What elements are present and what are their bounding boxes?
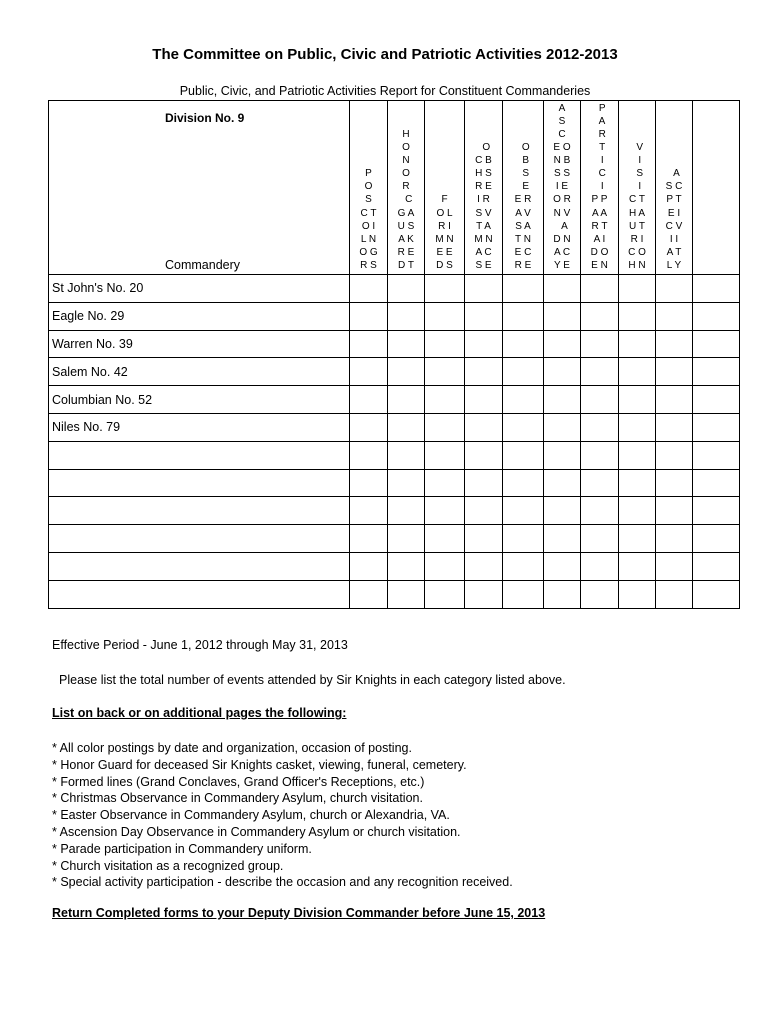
count-entry-cell[interactable] [465, 580, 503, 608]
table-row [49, 386, 740, 414]
count-entry-cell[interactable] [425, 302, 465, 330]
blank-header-cell [693, 101, 740, 275]
count-entry-cell[interactable] [693, 469, 740, 497]
table-body [49, 275, 740, 609]
count-entry-cell[interactable] [503, 275, 544, 303]
count-entry-cell[interactable] [388, 358, 425, 386]
count-entry-cell[interactable] [425, 358, 465, 386]
list-heading: List on back or on additional pages the following: [52, 706, 347, 720]
commandery-name-cell[interactable]: Eagle No. 29 [49, 302, 350, 330]
table-header-row [49, 101, 740, 275]
count-entry-cell[interactable] [425, 330, 465, 358]
count-entry-cell[interactable] [465, 525, 503, 553]
col-color-posts-label: P O S C T O I L N O G R S [359, 168, 378, 271]
count-entry-cell[interactable] [693, 386, 740, 414]
requirement-item: * Easter Observance in Commandery Asylum, church or Alexandria, VA. [52, 808, 450, 823]
count-entry-cell[interactable] [350, 441, 388, 469]
col-honor-guard-header [388, 101, 425, 275]
count-entry-cell[interactable] [388, 386, 425, 414]
col-christmas-observance-header [465, 101, 503, 275]
division-label: Division No. 9 [165, 111, 245, 125]
count-entry-cell[interactable] [350, 302, 388, 330]
count-entry-cell[interactable] [656, 302, 693, 330]
commandery-name-cell[interactable]: Salem No. 42 [49, 358, 350, 386]
col-easter-observance-header [503, 101, 544, 275]
count-entry-cell[interactable] [503, 413, 544, 441]
count-entry-cell[interactable] [619, 497, 656, 525]
count-entry-cell[interactable] [388, 525, 425, 553]
count-entry-cell[interactable] [465, 302, 503, 330]
requirement-item: * Church visitation as a recognized group. [52, 858, 284, 873]
count-entry-cell[interactable] [544, 302, 581, 330]
count-entry-cell[interactable] [503, 580, 544, 608]
col-church-visitation-header [619, 101, 656, 275]
count-entry-cell[interactable] [388, 302, 425, 330]
col-ascension-day-observance-header [544, 101, 581, 275]
commandery-name-cell[interactable] [49, 580, 350, 608]
count-entry-cell[interactable] [581, 497, 619, 525]
col-parade-participation-header [581, 101, 619, 275]
requirement-item: * Christmas Observance in Commandery Asylum, church visitation. [52, 791, 423, 806]
count-entry-cell[interactable] [350, 525, 388, 553]
count-entry-cell[interactable] [388, 497, 425, 525]
count-entry-cell[interactable] [693, 525, 740, 553]
table-row [49, 302, 740, 330]
count-entry-cell[interactable] [388, 580, 425, 608]
instruction-text: Please list the total number of events attended by Sir Knights in each category listed above. [59, 673, 566, 687]
count-entry-cell[interactable] [388, 275, 425, 303]
count-entry-cell[interactable] [388, 469, 425, 497]
count-entry-cell[interactable] [656, 330, 693, 358]
count-entry-cell[interactable] [503, 330, 544, 358]
count-entry-cell[interactable] [581, 358, 619, 386]
count-entry-cell[interactable] [656, 552, 693, 580]
count-entry-cell[interactable] [656, 441, 693, 469]
commandery-header-cell [49, 101, 350, 275]
count-entry-cell[interactable] [425, 413, 465, 441]
count-entry-cell[interactable] [656, 525, 693, 553]
page-subtitle: Public, Civic, and Patriotic Activities Report for Constituent Commanderies [179, 84, 591, 98]
count-entry-cell[interactable] [350, 275, 388, 303]
commandery-name-cell[interactable]: St John's No. 20 [49, 275, 350, 303]
count-entry-cell[interactable] [465, 330, 503, 358]
count-entry-cell[interactable] [656, 497, 693, 525]
count-entry-cell[interactable] [619, 525, 656, 553]
count-entry-cell[interactable] [619, 413, 656, 441]
count-entry-cell[interactable] [350, 552, 388, 580]
col-honor-guard-label: H O N O R C G A U S A K R E D T [397, 128, 415, 271]
count-entry-cell[interactable] [544, 330, 581, 358]
count-entry-cell[interactable] [350, 358, 388, 386]
table-row [49, 497, 740, 525]
count-entry-cell[interactable] [693, 580, 740, 608]
count-entry-cell[interactable] [425, 552, 465, 580]
col-formed-lines-header [425, 101, 465, 275]
count-entry-cell[interactable] [693, 497, 740, 525]
count-entry-cell[interactable] [581, 441, 619, 469]
count-entry-cell[interactable] [425, 441, 465, 469]
commandery-name-cell[interactable]: Columbian No. 52 [49, 386, 350, 414]
count-entry-cell[interactable] [619, 330, 656, 358]
col-special-activity-label: A S C P T E I C V I I A T L Y [665, 168, 683, 271]
count-entry-cell[interactable] [503, 497, 544, 525]
count-entry-cell[interactable] [425, 386, 465, 414]
count-entry-cell[interactable] [656, 386, 693, 414]
count-entry-cell[interactable] [503, 469, 544, 497]
count-entry-cell[interactable] [581, 302, 619, 330]
count-entry-cell[interactable] [465, 552, 503, 580]
requirement-item: * Special activity participation - describe the occasion and any recognition received. [52, 875, 513, 890]
count-entry-cell[interactable] [544, 413, 581, 441]
count-entry-cell[interactable] [503, 386, 544, 414]
count-entry-cell[interactable] [544, 525, 581, 553]
count-entry-cell[interactable] [425, 580, 465, 608]
count-entry-cell[interactable] [425, 275, 465, 303]
count-entry-cell[interactable] [425, 497, 465, 525]
count-entry-cell[interactable] [544, 580, 581, 608]
count-entry-cell[interactable] [544, 497, 581, 525]
count-entry-cell[interactable] [350, 497, 388, 525]
count-entry-cell[interactable] [619, 552, 656, 580]
return-note: Return Completed forms to your Deputy Division Commander before June 15, 2013 [52, 906, 546, 920]
count-entry-cell[interactable] [693, 441, 740, 469]
count-entry-cell[interactable] [693, 552, 740, 580]
col-parade-participation-label: P A R T I C I P P A A R T A I D O E N [590, 102, 609, 271]
count-entry-cell[interactable] [503, 441, 544, 469]
requirement-item: * Ascension Day Observance in Commandery Asylum or church visitation. [52, 824, 461, 839]
count-entry-cell[interactable] [693, 358, 740, 386]
count-entry-cell[interactable] [544, 441, 581, 469]
table-row [49, 441, 740, 469]
count-entry-cell[interactable] [465, 441, 503, 469]
count-entry-cell[interactable] [619, 580, 656, 608]
count-entry-cell[interactable] [544, 275, 581, 303]
count-entry-cell[interactable] [693, 302, 740, 330]
col-formed-lines-label: F O L R I M N E E D S [435, 194, 454, 271]
col-easter-observance-label: O B S E E R A V S A T N E C R E [514, 142, 532, 271]
col-color-posts-header [350, 101, 388, 275]
count-entry-cell[interactable] [465, 386, 503, 414]
count-entry-cell[interactable] [693, 330, 740, 358]
table-row [49, 413, 740, 441]
commandery-name-cell[interactable] [49, 497, 350, 525]
count-entry-cell[interactable] [465, 497, 503, 525]
col-ascension-day-observance-label: A S C E O N B S S I E O R N V A D N A C Y E [553, 102, 571, 271]
count-entry-cell[interactable] [693, 413, 740, 441]
table-row [49, 469, 740, 497]
count-entry-cell[interactable] [619, 275, 656, 303]
count-entry-cell[interactable] [350, 330, 388, 358]
count-entry-cell[interactable] [350, 580, 388, 608]
col-church-visitation-label: V I S I C T H A U T R I C O H N [628, 142, 646, 271]
count-entry-cell[interactable] [544, 552, 581, 580]
count-entry-cell[interactable] [581, 552, 619, 580]
count-entry-cell[interactable] [619, 358, 656, 386]
count-entry-cell[interactable] [350, 413, 388, 441]
count-entry-cell[interactable] [425, 525, 465, 553]
count-entry-cell[interactable] [388, 413, 425, 441]
count-entry-cell[interactable] [656, 275, 693, 303]
col-special-activity-header [656, 101, 693, 275]
count-entry-cell[interactable] [350, 386, 388, 414]
requirements-list [52, 740, 513, 891]
table-row [49, 525, 740, 553]
count-entry-cell[interactable] [581, 386, 619, 414]
count-entry-cell[interactable] [581, 469, 619, 497]
count-entry-cell[interactable] [619, 469, 656, 497]
requirement-item: * All color postings by date and organization, occasion of posting. [52, 741, 412, 755]
count-entry-cell[interactable] [388, 330, 425, 358]
count-entry-cell[interactable] [388, 441, 425, 469]
count-entry-cell[interactable] [465, 413, 503, 441]
count-entry-cell[interactable] [544, 469, 581, 497]
count-entry-cell[interactable] [656, 469, 693, 497]
activities-report-table [48, 100, 740, 609]
count-entry-cell[interactable] [465, 275, 503, 303]
commandery-name-cell[interactable]: Warren No. 39 [49, 330, 350, 358]
count-entry-cell[interactable] [503, 552, 544, 580]
count-entry-cell[interactable] [581, 330, 619, 358]
count-entry-cell[interactable] [544, 386, 581, 414]
table-row [49, 330, 740, 358]
requirement-item: * Parade participation in Commandery uniform. [52, 841, 312, 856]
count-entry-cell[interactable] [656, 413, 693, 441]
count-entry-cell[interactable] [503, 525, 544, 553]
commandery-name-cell[interactable] [49, 441, 350, 469]
commandery-name-cell[interactable]: Niles No. 79 [49, 413, 350, 441]
table-row [49, 275, 740, 303]
count-entry-cell[interactable] [425, 469, 465, 497]
count-entry-cell[interactable] [693, 275, 740, 303]
commandery-column-label: Commandery [165, 258, 241, 272]
count-entry-cell[interactable] [581, 413, 619, 441]
table-row [49, 358, 740, 386]
commandery-name-cell[interactable] [49, 469, 350, 497]
requirement-item: * Honor Guard for deceased Sir Knights casket, viewing, funeral, cemetery. [52, 757, 467, 772]
count-entry-cell[interactable] [656, 358, 693, 386]
count-entry-cell[interactable] [465, 469, 503, 497]
count-entry-cell[interactable] [581, 525, 619, 553]
count-entry-cell[interactable] [544, 358, 581, 386]
count-entry-cell[interactable] [619, 386, 656, 414]
count-entry-cell[interactable] [503, 358, 544, 386]
effective-period: Effective Period - June 1, 2012 through May 31, 2013 [52, 638, 348, 652]
count-entry-cell[interactable] [619, 302, 656, 330]
count-entry-cell[interactable] [388, 552, 425, 580]
count-entry-cell[interactable] [503, 302, 544, 330]
count-entry-cell[interactable] [465, 358, 503, 386]
count-entry-cell[interactable] [350, 469, 388, 497]
count-entry-cell[interactable] [581, 275, 619, 303]
commandery-name-cell[interactable] [49, 552, 350, 580]
count-entry-cell[interactable] [581, 580, 619, 608]
page-title: The Committee on Public, Civic and Patriotic Activities 2012-2013 [152, 46, 618, 63]
table-row [49, 580, 740, 608]
requirement-item: * Formed lines (Grand Conclaves, Grand Officer's Receptions, etc.) [52, 774, 425, 789]
commandery-name-cell[interactable] [49, 525, 350, 553]
count-entry-cell[interactable] [656, 580, 693, 608]
count-entry-cell[interactable] [619, 441, 656, 469]
col-christmas-observance-label: O C B H S R E I R S V T A M N A C S E [474, 142, 493, 271]
table-row [49, 552, 740, 580]
